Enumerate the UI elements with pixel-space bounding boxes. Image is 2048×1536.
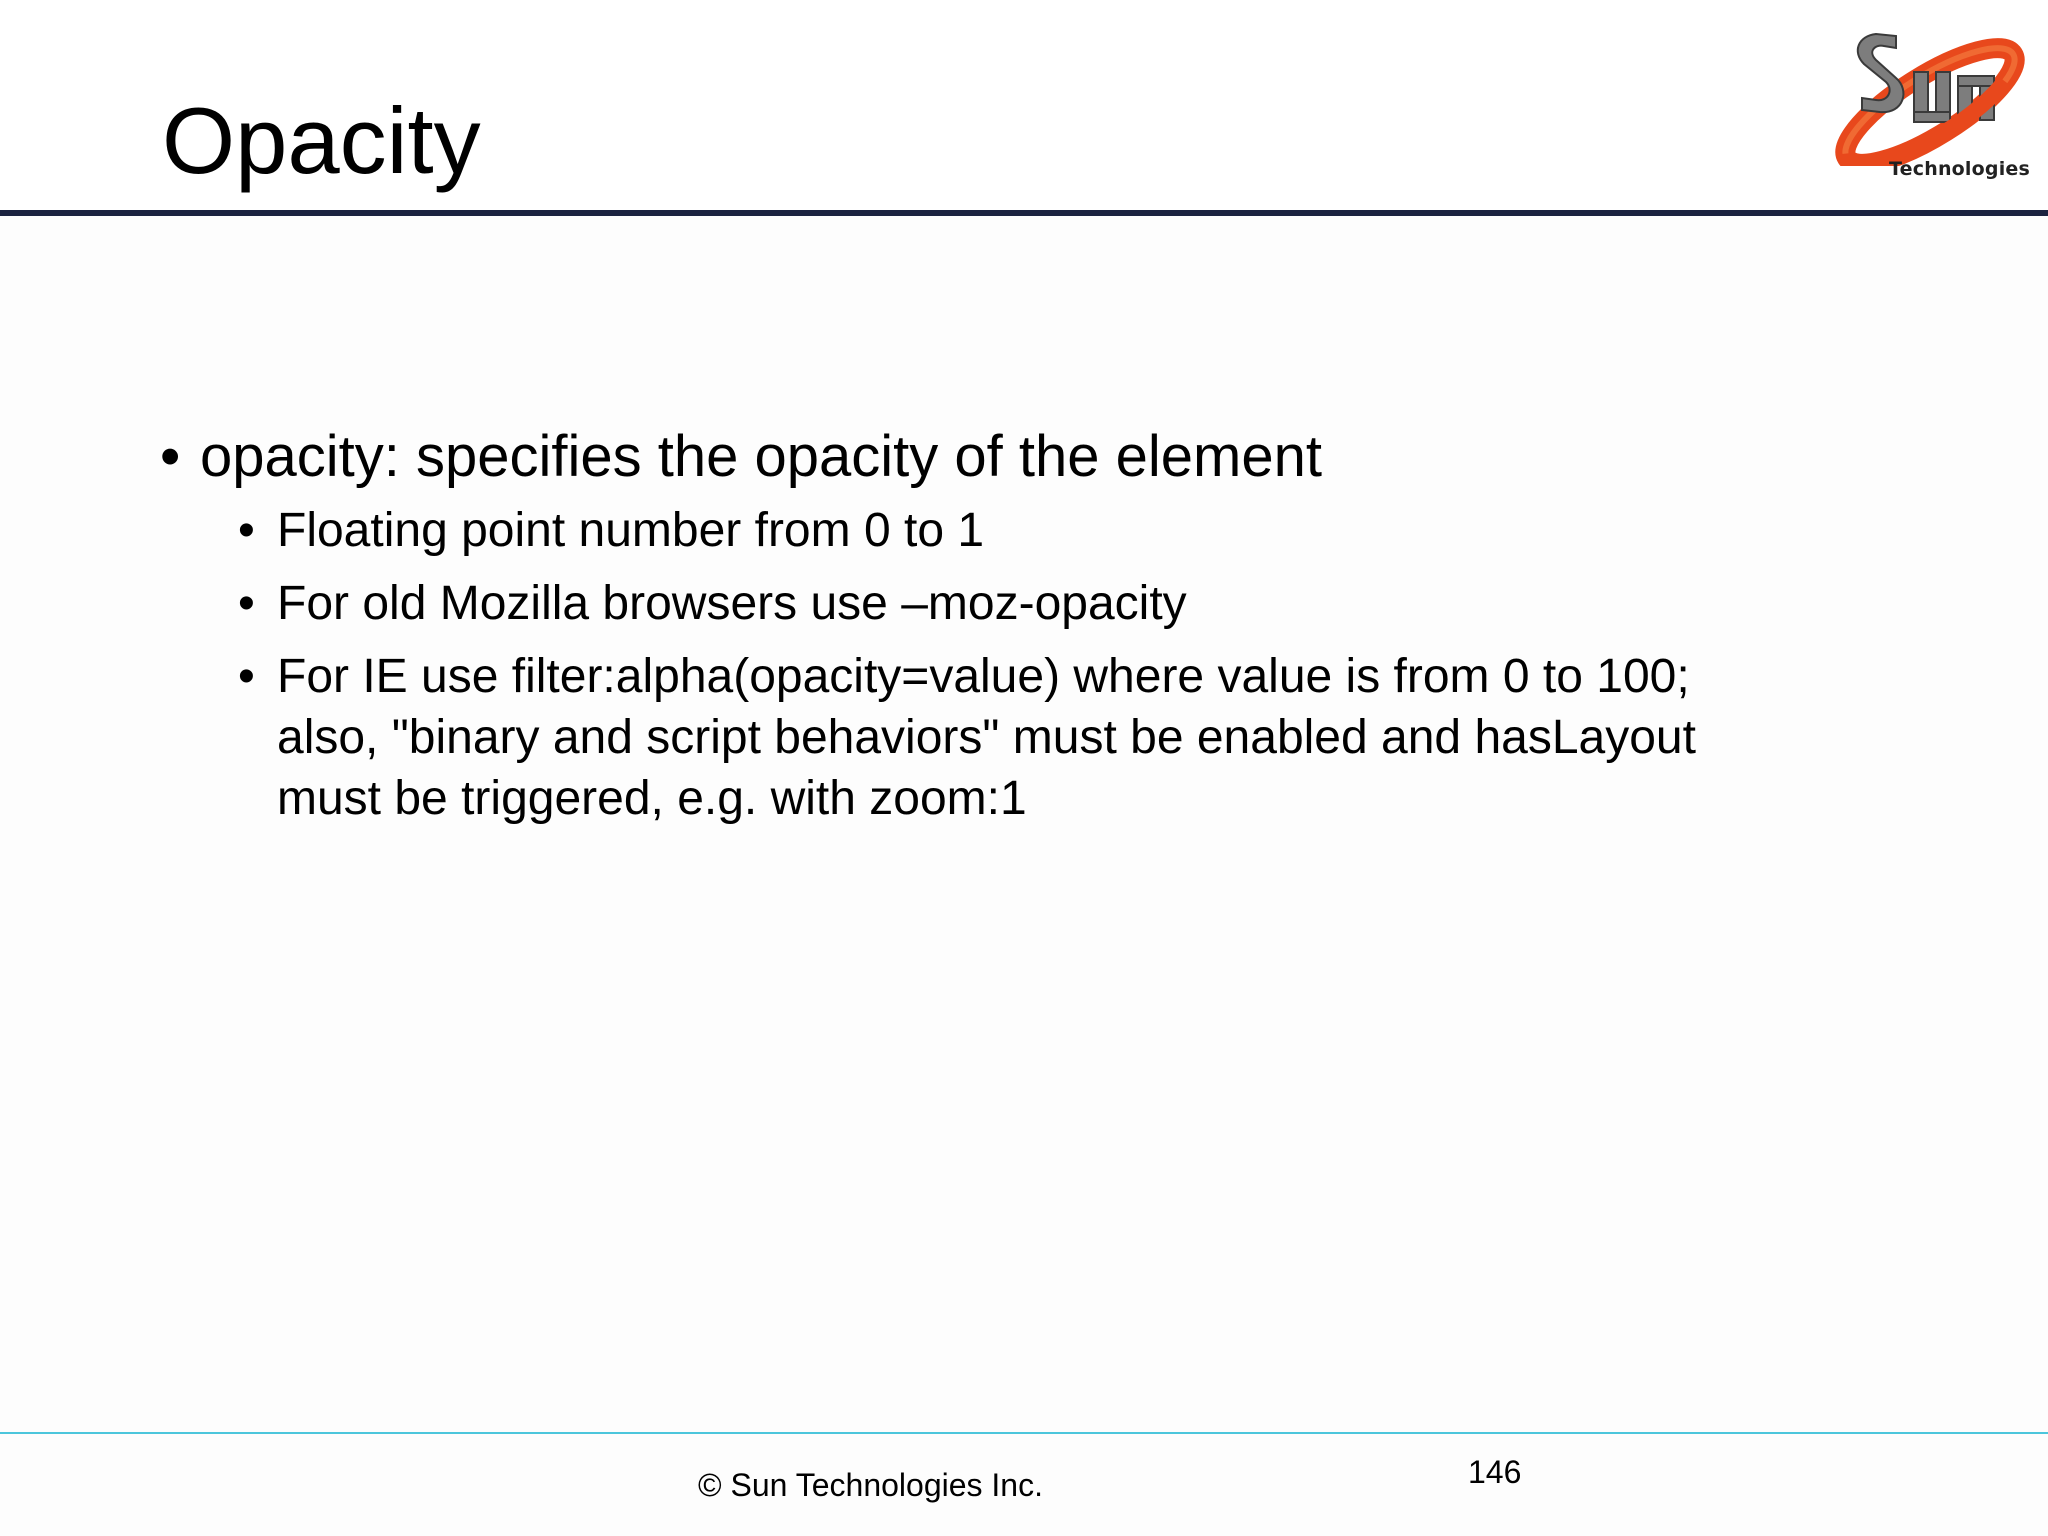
sub-bullet-item [160, 500, 1860, 561]
bullet-icon: • [160, 424, 181, 489]
page-number: 146 [1468, 1454, 1522, 1490]
sun-technologies-logo-icon [1818, 26, 2040, 166]
bullet-item [160, 420, 1860, 494]
bullet-icon: • [238, 504, 255, 557]
footer-copyright: © Sun Technologies Inc. [698, 1467, 1043, 1503]
logo-caption: Technologies [1889, 158, 2030, 180]
sub-bullet-list [160, 500, 1860, 829]
sub-bullet-text: For old Mozilla browsers use –moz-opacity [277, 577, 1187, 630]
footer-divider [0, 1432, 2048, 1434]
bullet-icon: • [238, 650, 255, 703]
sub-bullet-item [160, 573, 1860, 634]
sub-bullet-item [160, 646, 1860, 829]
title-divider [0, 210, 2048, 216]
bullet-icon: • [238, 577, 255, 630]
sub-bullet-text: must be triggered, e.g. with zoom:1 [277, 772, 1027, 825]
sub-bullet-text: For IE use filter:alpha(opacity=value) where value is from 0 to 100; [277, 650, 1690, 703]
company-logo [1818, 26, 2040, 192]
sub-bullet-text: also, "binary and script behaviors" must be enabled and hasLayout [277, 711, 1696, 764]
sub-bullet-text: Floating point number from 0 to 1 [277, 504, 985, 557]
slide-title: Opacity [162, 88, 481, 193]
slide-header [0, 0, 2048, 211]
bullet-text: opacity: specifies the opacity of the element [200, 424, 1322, 489]
slide-body [160, 420, 1860, 841]
